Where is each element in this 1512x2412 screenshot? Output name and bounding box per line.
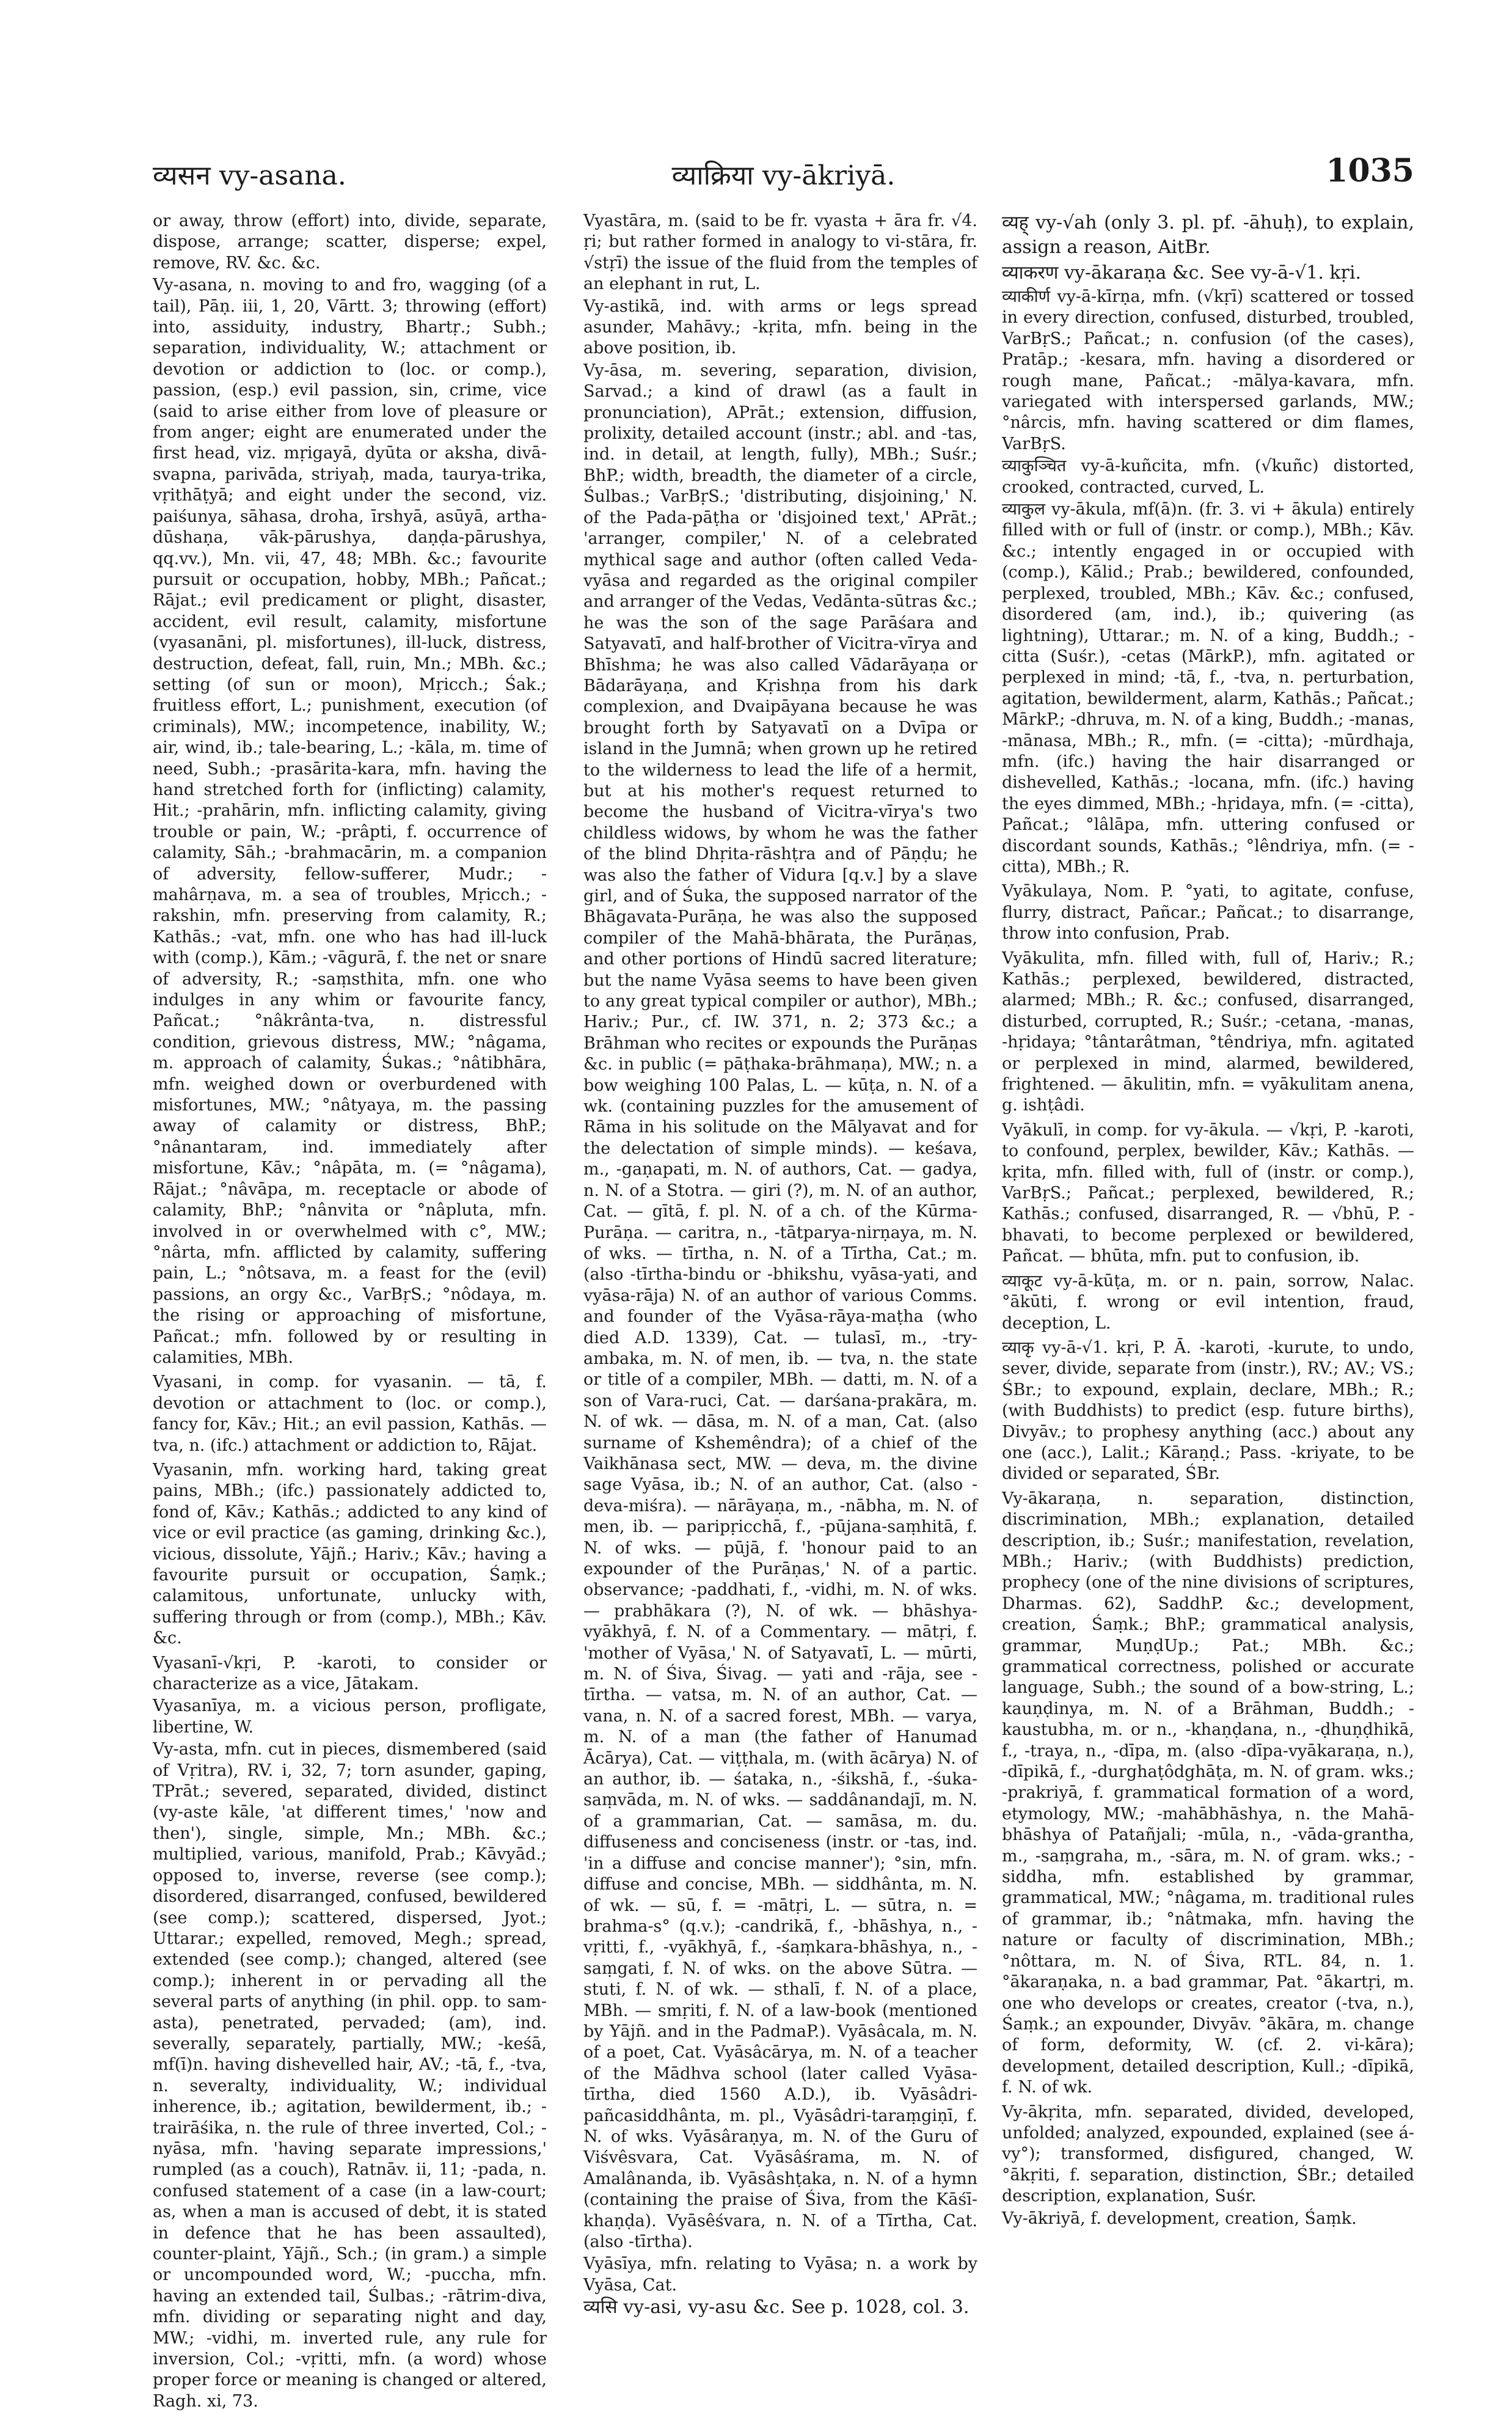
- entry-vyakarana: Vy-ākaraṇa, n. separation, distinction, discrimination, MBh.; explanation, detailed description, ib.; Suśr.; manifestation, revelation, MBh.; Hariv.; (with Buddhists) prediction, prophecy (one of the nine divisions of scriptures, Dharmas. 62), SaddhP. &c.; development, creation, Śaṃk.; BhP.; grammatical analysis, grammar, MuṇḍUp.; Pat.; MBh. &c.; grammatical correctness, polished or accurate language, Subh.; the sound of a bow-string, L.; kauṇḍinya, m. N. of a Brāhman, Buddh.; -kaustubha, m. or n., -khaṇḍana, n., -ḍhuṇḍhikā, f., -traya, n., -dīpa, m. (also -dīpa-vyākaraṇa, n.), -dīpikā, f., -durghaṭôdghāṭa, m. N. of gram. wks.; -prakriyā, f. grammatical formation of a word, etymology, MW.; -mahābhāshya, n. the Mahā-bhāshya of Patañjali; -mūla, n., -vāda-grantha, m., -saṃgraha, m., -sāra, m. N. of gram. wks.; -siddha, mfn. established by grammar, grammatical, MW.; °nâgama, m. traditional rules of grammar, ib.; °nâtmaka, mfn. having the nature or faculty of discrimination, MBh.; °nôttara, m. N. of Śiva, RTL. 84, n. 1. °ākaraṇaka, n. a bad grammar, Pat. °ākartṛi, m. one who develops or creates, creator (-tva, n.), Śaṃk.; an expounder, Divyāv. °ākāra, m. change of form, deformity, W. (cf. 2. vi-kāra); development, detailed description, Kull.; -dīpikā, f. N. of wk.: [1002, 1489, 1414, 2097]
- entry-vyasa: Vy-āsa, m. severing, separation, division, Sarvad.; a kind of drawl (as a fault in pronunciation), APrāt.; extension, diffusion, prolixity, detailed account (instr.; abl. and -tas, ind. in detail, at length, fully), MBh.; Suśr.; BhP.; width, breadth, the diameter of a circle, Śulbas.; VarBṛS.; 'distributing, disjoining,' N. of the Pada-pāṭha or 'disjoined text,' APrāt.; 'arranger, compiler,' N. of a celebrated mythical sage and author (often called Veda-vyāsa and regarded as the original compiler and arranger of the Vedas, Vedānta-sūtras &c.; he was the son of the sage Parāśara and Satyavatī, and half-brother of Vicitra-vīrya and Bhīshma; he was also called Vādarāyaṇa or Bādarāyaṇa, and Kṛishṇa from his dark complexion, and Dvaipāyana because he was brought forth by Satyavatī on a Dvīpa or island in the Jumnā; when grown up he retired to the wilderness to lead the life of a hermit, but at his mother's request returned to become the husband of Vicitra-vīrya's two childless widows, by whom he was the father of the blind Dhṛita-rāshṭra and of Pāṇḍu; he was also the father of Vidura [q.v.] by a slave girl, and of Śuka, the supposed narrator of the Bhāgavata-Purāṇa, he was also the supposed compiler of the Mahā-bhārata, the Purāṇas, and other portions of Hindū sacred literature; but the name Vyāsa seems to have been given to any great typical compiler or author), MBh.; Hariv.; Pur., cf. IW. 371, n. 2; 373 &c.; a Brāhman who recites or expounds the Purāṇas &c. in public (= pāṭhaka-brāhmaṇa), MW.; n. a bow weighing 100 Palas, L. — kūṭa, n. N. of a wk. (containing puzzles for the amusement of Rāma in his solitude on the Mālyavat and for the delectation of simple minds). — keśava, m., -gaṇapati, m. N. of authors, Cat. — gadya, n. N. of a Stotra. — giri (?), m. N. of an author, Cat. — gītā, f. pl. N. of a ch. of the Kūrma-Purāṇa. — caritra, n., -tātparya-nirṇaya, m. N. of wks. — tīrtha, n. N. of a Tīrtha, Cat.; m. (also -tīrtha-bindu or -bhikshu, vyāsa-yati, and vyāsa-rāja) N. of an author of various Comms. and founder of the Vyāsa-rāya-maṭha (who died A.D. 1339), Cat. — tulasī, m., -try-ambaka, m. N. of men, ib. — tva, n. the state or title of a compiler, MBh. — datti, m. N. of a son of Vara-ruci, Cat. — darśana-prakāra, m. N. of wk. — dāsa, m. N. of a man, Cat. (also surname of Kshemêndra); of a chief of the Vaikhānasa sect, MW. — deva, m. the divine sage Vyāsa, ib.; N. of an author, Cat. (also -deva-miśra). — nārāyaṇa, m., -nābha, m. N. of men, ib. — paripṛicchā, f., -pūjana-saṃhitā, f. N. of wks. — pūjā, f. 'honour paid to an expounder of the Purāṇas,' N. of a partic. observance; -paddhati, f., -vidhi, m. N. of wks. — prabhākara (?), N. of wk. — bhāshya-vyākhyā, f. N. of a Commentary. — mātṛi, f. 'mother of Vyāsa,' N. of Satyavatī, L. — mūrti, m. N. of Śiva, Śivag. — yati and -rāja, see -tīrtha. — vatsa, m. N. of an author, Cat. — vana, n. N. of a sacred forest, MBh. — varya, m. N. of a man (the father of Hanumad Ācārya), Cat. — viṭṭhala, m. (with ācārya) N. of an author, ib. — śataka, n., -śikshā, f., -śuka-saṃvāda, m. N. of wks. — saddânandajī, m. N. of a grammarian, Cat. — samāsa, m. du. diffuseness and conciseness (instr. or -tas, ind. 'in a diffuse and concise manner'); °sin, mfn. diffuse and concise, MBh. — siddhânta, m. N. of wk. — sū, f. = -mātṛi, L. — sūtra, n. = brahma-s° (q.v.); -candrikā, f., -bhāshya, n., -vṛitti, f., -vyākhyā, f., -śaṃkara-bhāshya, n., -saṃgati, f. N. of wks. on the above Sūtra. — stuti, f. N. of wk. — sthalī, f. N. of a place, MBh. — smṛiti, f. N. of a law-book (mentioned by Yājñ. and in the PadmaP.). Vyāsâcala, m. N. of a poet, Cat. Vyāsâcārya, m. N. of a teacher of the Mādhva school (later called Vyāsa-tīrtha, died 1560 A.D.), ib. Vyāsâdri-pañcasiddhânta, m. pl., Vyāsâdri-taraṃgiṇī, f. N. of wks. Vyāsâraṇya, m. N. of the Guru of Viśvêsvara, Cat. Vyāsâśrama, m. N. of Amalânanda, ib. Vyāsâshṭaka, n. N. of a hymn (containing the praise of Śiva, from the Kāśī-khaṇḍa). Vyāsêśvara, n. N. of a Tīrtha, Cat. (also -tīrtha).: [583, 361, 977, 2251]
- entry-vyakulita: Vyākulita, mfn. filled with, full of, Hariv.; R.; Kathās.; perplexed, bewildered, distracted, alarmed; MBh.; R. &c.; confused, disarranged, disturbed, corrupted, R.; Suśr.; -cetana, -manas, -hṛidaya; °tântarâtman, °têndriya, mfn. agitated or perplexed in mind, alarmed, bewildered, frightened. — ākulitin, mfn. = vyākulitam anena, g. ishṭâdi.: [1002, 948, 1414, 1115]
- entry-vyasiya: Vyāsīya, mfn. relating to Vyāsa; n. a work by Vyāsa, Cat.: [583, 2254, 977, 2295]
- header-left-headword: व्यसन vy-asana.: [153, 160, 346, 191]
- column-2: [583, 211, 977, 2319]
- entry-vyasaniya: Vyasanīya, m. a vicious person, profligate, libertine, W.: [153, 1696, 547, 1737]
- entry-vyakuncita: व्याकुञ्चित vy-ā-kuñcita, mfn. (√kuñc) distorted, crooked, contracted, curved, L.: [1002, 456, 1414, 497]
- entry-continuation: or away, throw (effort) into, divide, separate, dispose, arrange; scatter, disperse; expel, remove, RV. &c. &c.: [153, 211, 547, 273]
- entry-vyakri: व्याकृ vy-ā-√1. kṛi, P. Ā. -karoti, -kurute, to undo, sever, divide, separate from (instr.), RV.; AV.; VS.; ŚBr.; to expound, explain, declare, MBh.; R.; (with Buddhists) to predict (esp. future births), Divyāv.; to prophesy anything (acc.) about any one (acc.), Lalit.; Kāraṇḍ.; Pass. -kriyate, to be divided or separated, ŚBr.: [1002, 1338, 1414, 1484]
- entry-vyasani: Vyasani, in comp. for vyasanin. — tā, f. devotion or attachment to (loc. or comp.), fancy for, Kāv.; Hit.; an evil passion, Kathās. — tva, n. (ifc.) attachment or addiction to, Rājat.: [153, 1373, 547, 1455]
- entry-vyakulaya: Vyākulaya, Nom. P. °yati, to agitate, confuse, flurry, distract, Pañcar.; Pañcat.; to disarrange, throw into confusion, Prab.: [1002, 882, 1414, 944]
- entry-vyakriya: Vy-ākriyā, f. development, creation, Śaṃk.: [1002, 2209, 1357, 2228]
- entry-vy-ah: व्यह् vy-√ah (only 3. pl. pf. -āhuḥ), to explain, assign a reason, AitBr.: [1002, 212, 1414, 258]
- entry-vyastara: Vyastāra, m. (said to be fr. vyasta + āra fr. √4. ṛi; but rather formed in analogy to vi-stāra, fr. √stṛī) the issue of the fluid from the temples of an elephant in rut, L.: [583, 211, 977, 294]
- entry-vyakarana-ref: व्याकरण vy-ākaraṇa &c. See vy-ā-√1. kṛi.: [1002, 262, 1362, 284]
- page-number: 1035: [1326, 152, 1414, 189]
- entry-vyasi-crossref: व्यसि vy-asi, vy-asu &c. See p. 1028, col. 3.: [583, 2297, 970, 2319]
- entry-vyasani-kri: Vyasanī-√kṛi, P. -karoti, to consider or characterize as a vice, Jātakam.: [153, 1653, 547, 1694]
- page-header: [153, 152, 1414, 211]
- entry-vyakuta: व्याकूट vy-ā-kūṭa, m. or n. pain, sorrow, Nalac. °ākūti, f. wrong or evil intention, fraud, deception, L.: [1002, 1271, 1414, 1333]
- entry-vyakuli: Vyākulī, in comp. for vy-ākula. — √kṛi, P. -karoti, to confound, perplex, bewilder, Kāv.; Kathās. — kṛita, mfn. filled with, full of (instr. or comp.), VarBṛS.; Pañcat.; perplexed, bewildered, R.; Kathās.; confused, disarranged, R. — √bhū, P. -bhavati, to become perplexed or bewildered, Pañcat. — bhūta, mfn. put to confusion, ib.: [1002, 1120, 1414, 1266]
- column-1: [153, 211, 547, 2411]
- entry-vyasana: Vy-asana, n. moving to and fro, wagging (of a tail), Pāṇ. iii, 1, 20, Vārtt. 3; throwing (effort) into, assiduity, industry, Bhartṛ.; Subh.; separation, individuality, W.; attachment or devotion or addiction to (loc. or comp.), passion, (esp.) evil passion, sin, crime, vice (said to arise either from love of pleasure or from anger; eight are enumerated under the first head, viz. mṛigayā, dyūta or aksha, divā-svapna, parivāda, striyaḥ, mada, taurya-trika, vṛithāṭyā; and eight under the second, viz. paiśunya, sāhasa, droha, īrshyā, asūyā, artha-dūshaṇa, vāk-pārushya, daṇḍa-pārushya, qq.vv.), Mn. vii, 47, 48; MBh. &c.; favourite pursuit or occupation, hobby, MBh.; Pañcat.; Rājat.; evil predicament or plight, disaster, accident, evil result, calamity, misfortune (vyasanāni, pl. misfortunes), ill-luck, distress, destruction, defeat, fall, ruin, Mn.; MBh. &c.; setting (of sun or moon), Mṛicch.; Śak.; fruitless effort, L.; punishment, execution (of criminals), MW.; incompetence, inability, W.; air, wind, ib.; tale-bearing, L.; -kāla, m. time of need, Subh.; -prasārita-kara, mfn. having the hand stretched forth for (inflicting) calamity, Hit.; -prahārin, mfn. inflicting calamity, giving trouble or pain, W.; -prâpti, f. occurrence of calamity, Sāh.; -brahmacārin, m. a companion of adversity, fellow-sufferer, Mudr.; -mahârṇava, m. a sea of troubles, Mṛicch.; -rakshin, mfn. preserving from calamity, R.; Kathās.; -vat, mfn. one who has had ill-luck with (comp.), Kām.; -vāgurā, f. the net or snare of adversity, R.; -saṃsthita, mfn. one who indulges in any whim or favourite fancy, Pañcat.; °nâkrânta-tva, n. distressful condition, grievous distress, MW.; °nâgama, m. approach of calamity, Śukas.; °nâtibhāra, mfn. weighed down or overburdened with misfortunes, MW.; °nâtyaya, m. the passing away of calamity or distress, BhP.; °nânantaram, ind. immediately after misfortune, Kāv.; °nâpāta, m. (= °nâgama), Rājat.; °nâvāpa, m. receptacle or abode of calamity, BhP.; °nânvita or °nâpluta, mfn. involved in or overwhelmed with c°, MW.; °nârta, mfn. afflicted by calamity, suffering pain, L.; °nôtsava, m. a feast for the (evil) passions, an orgy &c., VarBṛS.; °nôdaya, m. the rising or approaching of misfortune, Pañcat.; mfn. followed by or resulting in calamities, MBh.: [153, 276, 547, 1367]
- entry-vyasta: Vy-asta, mfn. cut in pieces, dismembered (said of Vṛitra), RV. i, 32, 7; torn asunder, gaping, TPrāt.; severed, separated, divided, distinct (vy-aste kāle, 'at different times,' 'now and then'), single, simple, Mn.; MBh. &c.; multiplied, various, manifold, Prab.; Kāvyād.; opposed to, inverse, reverse (see comp.); disordered, disarranged, confused, bewildered (see comp.); scattered, dispersed, Jyot.; Uttarar.; expelled, removed, Megh.; spread, extended (see comp.); changed, altered (see comp.); inherent in or pervading all the several parts of anything (in phil. opp. to sam-asta), penetrated, pervaded; (am), ind. severally, separately, partially, MW.; -keśā, mf(ī)n. having dishevelled hair, AV.; -tā, f., -tva, n. severalty, individuality, W.; individual inherence, ib.; agitation, bewilderment, ib.; -trairāśika, n. the rule of three inverted, Col.; -nyāsa, mfn. 'having separate impressions,' rumpled (as a couch), Ratnāv. ii, 11; -pada, n. confused statement of a case (in a law-court; as, when a man is accused of debt, it is stated in defence that he has been assaulted), counter-plaint, Yājñ., Sch.; (in gram.) a simple or uncompounded word, W.; -puccha, mfn. having an extended tail, Śulbas.; -rātrim-diva, mfn. dividing or separating night and day, MW.; -vidhi, m. inverted rule, any rule for inversion, Col.; -vṛitti, mfn. (a word) whose proper force or meaning is changed or altered, Ragh. xi, 73.: [153, 1740, 547, 2411]
- column-3: [1002, 211, 1414, 2228]
- entry-vyakrita: Vy-ākṛita, mfn. separated, divided, developed, unfolded; analyzed, expounded, explained (see á-vy°); transformed, disfigured, changed, W. °ākṛiti, f. separation, distinction, ŚBr.; detailed description, explanation, Suśr.: [1002, 2102, 1414, 2206]
- entry-vyastika: Vy-astikā, ind. with arms or legs spread asunder, Mahāvy.; -kṛita, mfn. being in the above position, ib.: [583, 296, 977, 358]
- entry-vyakirna: व्याकीर्ण vy-ā-kīrṇa, mfn. (√kṛī) scattered or tossed in every direction, confused, disturbed, troubled, VarBṛS.; Pañcat.; n. confusion (of the cases), Pratāp.; -kesara, mfn. having a disordered or rough mane, Pañcat.; -mālya-kavara, mfn. variegated with interspersed garlands, MW.; °nârcis, mfn. having scattered or dim flames, VarBṛS.: [1002, 287, 1414, 453]
- entry-vyakula: व्याकुल vy-ākula, mf(ā)n. (fr. 3. vi + ākula) entirely filled with or full of (instr. or comp.), MBh.; Kāv. &c.; intently engaged in or occupied with (comp.), Kālid.; Prab.; bewildered, confounded, perplexed, troubled, MBh.; Kāv. &c.; confused, disordered (am, ind.), ib.; quivering (as lightning), Uttarar.; m. N. of a king, Buddh.; -citta (Suśr.), -cetas (MārkP.), mfn. agitated or perplexed in mind; -tā, f., -tva, n. perturbation, agitation, bewilderment, alarm, Kathās.; Pañcat.; MārkP.; -dhruva, m. N. of a king, Buddh.; -manas, -mānasa, MBh.; R., mfn. (= -citta); -mūrdhaja, mfn. (ifc.) having the hair disarranged or dishevelled, Kathās.; -locana, mfn. (ifc.) having the eyes dimmed, MBh.; -hṛidaya, mfn. (= -citta), Pañcat.; °lâlāpa, mfn. uttering confused or discordant sounds, Kathās.; °lêndriya, mfn. (= -citta), MBh.; R.: [1002, 500, 1414, 876]
- entry-vyasanin: Vyasanin, mfn. working hard, taking great pains, MBh.; (ifc.) passionately addicted to, fond of, Kāv.; Kathās.; addicted to any kind of vice or evil practice (as gaming, drinking &c.), vicious, dissolute, Yājñ.; Hariv.; Kāv.; having a favourite pursuit or occupation, Śaṃk.; calamitous, unfortunate, unlucky with, suffering through or from (comp.), MBh.; Kāv. &c.: [153, 1460, 547, 1648]
- header-center-headword: व्याक्रिया vy-ākriyā.: [671, 160, 896, 191]
